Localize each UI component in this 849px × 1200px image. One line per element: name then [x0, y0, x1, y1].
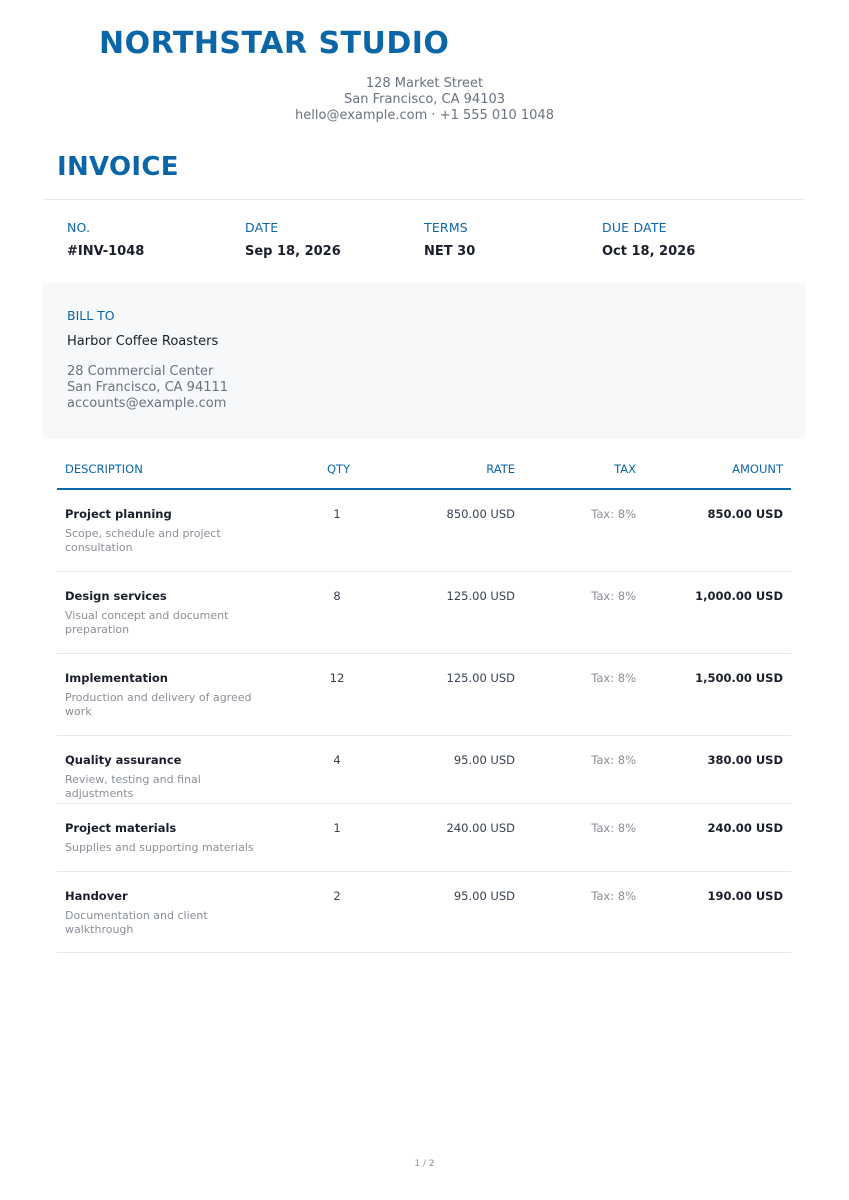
bill-to-email: accounts@example.com: [67, 396, 227, 411]
item-description: Supplies and supporting materials: [65, 841, 254, 854]
meta-label: DATE: [245, 220, 279, 235]
table-row: [57, 804, 791, 872]
item-qty: 8: [333, 589, 341, 603]
item-rate: 850.00 USD: [446, 507, 515, 521]
line-items-table: [57, 452, 791, 953]
document-title: INVOICE: [57, 152, 179, 182]
table-row: [57, 490, 791, 572]
item-rate: 125.00 USD: [446, 589, 515, 603]
bill-to-panel: [43, 283, 805, 439]
column-header-tax: TAX: [614, 462, 636, 476]
item-rate: 95.00 USD: [453, 889, 515, 903]
meta-date: [245, 220, 341, 259]
item-title: Design services: [65, 589, 167, 603]
item-tax: Tax: 8%: [591, 889, 636, 903]
item-rate: 95.00 USD: [453, 753, 515, 767]
item-amount: 1,500.00 USD: [695, 671, 783, 685]
meta-value: Sep 18, 2026: [245, 244, 341, 259]
item-title: Project materials: [65, 821, 177, 835]
bill-to-name: Harbor Coffee Roasters: [67, 334, 219, 349]
item-tax: Tax: 8%: [591, 507, 636, 521]
table-header: [57, 452, 791, 490]
table-row: [57, 872, 791, 953]
item-title: Handover: [65, 889, 128, 903]
item-title: Quality assurance: [65, 753, 182, 767]
company-name: NORTHSTAR STUDIO: [99, 26, 450, 61]
item-amount: 1,000.00 USD: [695, 589, 783, 603]
table-row: [57, 736, 791, 804]
item-amount: 380.00 USD: [707, 753, 783, 767]
meta-label: DUE DATE: [602, 220, 667, 235]
company-address-line: 128 Market Street: [365, 76, 484, 91]
column-header-amount: AMOUNT: [732, 462, 783, 476]
item-title: Project planning: [65, 507, 172, 521]
meta-value: #INV-1048: [67, 244, 145, 259]
item-description: Visual concept and document preparation: [65, 609, 229, 636]
item-tax: Tax: 8%: [591, 671, 636, 685]
item-description: Production and delivery of agreed work: [65, 691, 252, 718]
company-address-line: San Francisco, CA 94103: [343, 92, 506, 107]
item-tax: Tax: 8%: [591, 821, 636, 835]
item-rate: 240.00 USD: [446, 821, 515, 835]
meta-label: NO.: [67, 220, 91, 235]
company-contact-line: hello@example.com · +1 555 010 1048: [295, 108, 554, 123]
item-amount: 850.00 USD: [707, 507, 783, 521]
item-description: Documentation and client walkthrough: [65, 909, 208, 936]
item-title: Implementation: [65, 671, 168, 685]
meta-value: NET 30: [424, 244, 476, 259]
item-rate: 125.00 USD: [446, 671, 515, 685]
bill-to-address-line: 28 Commercial Center: [67, 364, 214, 379]
item-qty: 1: [333, 507, 341, 521]
bill-to-address: [67, 364, 228, 412]
meta-value: Oct 18, 2026: [602, 244, 696, 259]
item-qty: 1: [333, 821, 341, 835]
divider: [43, 199, 805, 200]
meta-terms: [424, 220, 475, 259]
company-address: [0, 76, 849, 124]
item-amount: 190.00 USD: [707, 889, 783, 903]
column-header-description: DESCRIPTION: [65, 462, 143, 476]
item-description: Review, testing and final adjustments: [65, 773, 201, 800]
item-qty: 4: [333, 753, 341, 767]
item-description: Scope, schedule and project consultation: [65, 527, 221, 554]
meta-label: TERMS: [424, 220, 468, 235]
bill-to-label: BILL TO: [67, 308, 115, 323]
item-tax: Tax: 8%: [591, 589, 636, 603]
column-header-qty: QTY: [327, 462, 351, 476]
table-row: [57, 572, 791, 654]
item-qty: 2: [333, 889, 341, 903]
meta-due-date: [602, 220, 695, 259]
meta-number: [67, 220, 144, 259]
item-tax: Tax: 8%: [591, 753, 636, 767]
item-amount: 240.00 USD: [707, 821, 783, 835]
page-indicator: 1 / 2: [414, 1159, 435, 1169]
item-qty: 12: [329, 671, 345, 685]
table-row: [57, 654, 791, 736]
bill-to-address-line: San Francisco, CA 94111: [67, 380, 229, 395]
column-header-rate: RATE: [486, 462, 515, 476]
